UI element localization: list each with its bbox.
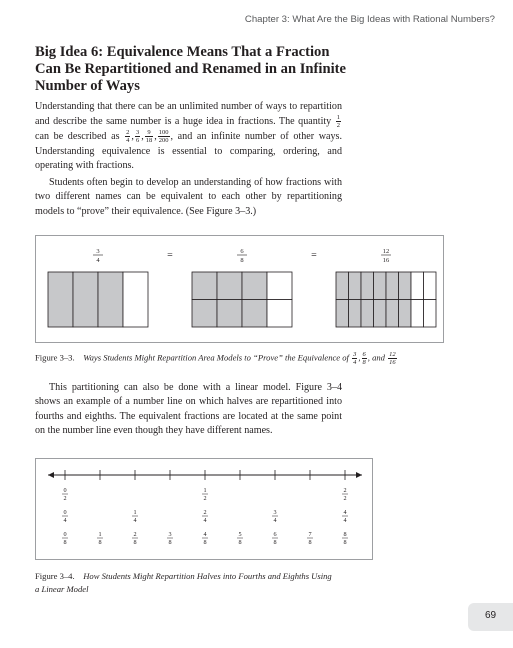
paragraph-1-part-2: can be described as — [35, 131, 125, 143]
caption-fraction: $\frac{12}{16}$ — [389, 351, 396, 366]
eighths-label-denominator: 8 — [98, 539, 102, 546]
model-cell — [217, 272, 242, 300]
model-cell — [242, 300, 267, 328]
caption-fraction: $\frac{3}{4}$ — [353, 351, 357, 366]
figure-3-3-caption: Figure 3–3. Ways Students Might Repartition Area Models to “Prove” the Equivalence of $\frac{3}{4}$ , $\frac{6}{8}$ , and $\frac{12}{16}$ — [35, 351, 396, 366]
fourths-label-numerator: 3 — [273, 509, 277, 516]
eighths-label-numerator: 1 — [98, 531, 102, 538]
page-number: 69 — [484, 610, 497, 621]
model-cell — [242, 272, 267, 300]
model-cell — [386, 300, 399, 328]
fraction-one-half: $\frac{1}{2}$ — [336, 114, 340, 130]
eighths-label-numerator: 8 — [343, 531, 347, 538]
figure-3-3-frame — [35, 235, 444, 343]
caption-label: Figure 3–4. — [35, 571, 75, 581]
model-cell — [411, 300, 424, 328]
paragraph-1: Understanding that there can be an unlimited number of ways to repartition and describe the same number is a huge idea in fractions. The quantity $\frac{1}{2}$ can be described as $\frac{2}{4}$ , $\frac{3}{6}$ , $\frac{9}{18}$ , $\frac{100}{200}$ , and an infinite number of other ways. Understanding equivalence is essential to comparing, ordering, and operating with fractions. — [35, 101, 342, 171]
model-cell — [374, 300, 387, 328]
model-cell — [267, 272, 292, 300]
halves-label-denominator: 2 — [63, 495, 67, 502]
model-cell — [217, 300, 242, 328]
eighths-label-numerator: 0 — [63, 531, 67, 538]
eighths-label-denominator: 8 — [63, 539, 67, 546]
number-line — [36, 459, 372, 559]
model-cell — [399, 272, 412, 300]
model-cell — [361, 272, 374, 300]
fourths-label-denominator: 4 — [343, 517, 347, 524]
eighths-label-numerator: 4 — [203, 531, 207, 538]
eighths-label-denominator: 8 — [133, 539, 137, 546]
area-models — [36, 236, 443, 342]
paragraph-1-part-1: Understanding that there can be an unlimited number of ways to repartition and describe the same number is a huge idea in fractions. The quantity — [35, 101, 342, 128]
eighths-label-denominator: 8 — [238, 539, 242, 546]
model-cell — [192, 300, 217, 328]
left-arrow — [48, 472, 54, 478]
eighths-label-denominator: 8 — [343, 539, 347, 546]
eighths-label-numerator: 3 — [168, 531, 172, 538]
figure-3-4-frame — [35, 458, 373, 560]
caption-fraction: $\frac{6}{8}$ — [362, 351, 366, 366]
caption-and: , and — [367, 352, 388, 363]
model-cell — [386, 272, 399, 300]
fourths-label-numerator: 0 — [63, 509, 67, 516]
model-label-numerator: 6 — [240, 248, 244, 255]
caption-label: Figure 3–3. — [35, 352, 75, 363]
eighths-label-denominator: 8 — [168, 539, 172, 546]
eighths-label-numerator: 2 — [133, 531, 137, 538]
fourths-label-denominator: 4 — [133, 517, 137, 524]
model-cell — [399, 300, 412, 328]
halves-label-numerator: 0 — [63, 487, 67, 494]
model-cell — [267, 300, 292, 328]
model-cell — [411, 272, 424, 300]
equivalent-fraction: $\frac{3}{6}$ — [135, 129, 140, 145]
fourths-label-numerator: 4 — [343, 509, 347, 516]
eighths-label-denominator: 8 — [273, 539, 277, 546]
model-label-denominator: 8 — [240, 257, 244, 264]
equivalent-fraction: $\frac{100}{200}$ — [158, 129, 169, 145]
paragraph-1-part-3: , and an infinite number of other ways. Understanding equivalence is essential to comparing, ordering, and operating with fractions. — [35, 131, 342, 171]
right-arrow — [356, 472, 362, 478]
caption-text: Ways Students Might Repartition Area Models to “Prove” the Equivalence of — [83, 352, 352, 363]
eighths-label-denominator: 8 — [308, 539, 312, 546]
equals-sign: = — [167, 250, 173, 261]
model-cell — [73, 272, 98, 327]
model-label-numerator: 12 — [382, 248, 390, 255]
halves-label-denominator: 2 — [343, 495, 347, 502]
paragraph-2: Students often begin to develop an understanding of how fractions with two different names can be equivalent to each other by repartitioning models to “prove” their equivalence. (See Figure 3–3.) — [35, 177, 342, 217]
model-cell — [192, 272, 217, 300]
fourths-label-denominator: 4 — [63, 517, 67, 524]
section-title — [35, 44, 365, 95]
fourths-label-numerator: 2 — [203, 509, 207, 516]
model-label-numerator: 3 — [96, 248, 100, 255]
model-cell — [349, 272, 362, 300]
model-cell — [336, 272, 349, 300]
model-cell — [123, 272, 148, 327]
model-cell — [98, 272, 123, 327]
equivalent-fraction: $\frac{2}{4}$ — [126, 129, 130, 145]
section-title-line-1: Big Idea 6: Equivalence Means That a Fraction — [35, 44, 330, 60]
equals-sign: = — [311, 250, 317, 261]
caption-text-line-1: How Students Might Repartition Halves into Fourths and Eighths Using — [83, 571, 332, 581]
fourths-label-numerator: 1 — [133, 509, 137, 516]
fourths-label-denominator: 4 — [203, 517, 207, 524]
eighths-label-numerator: 7 — [308, 531, 312, 538]
eighths-label-denominator: 8 — [203, 539, 207, 546]
model-cell — [48, 272, 73, 327]
model-cell — [424, 300, 437, 328]
model-cell — [424, 272, 437, 300]
halves-label-denominator: 2 — [203, 495, 207, 502]
halves-label-numerator: 1 — [203, 487, 207, 494]
model-label-denominator: 4 — [96, 257, 100, 264]
running-head: Chapter 3: What Are the Big Ideas with Rational Numbers? — [244, 14, 495, 25]
paragraph-3: This partitioning can also be done with a linear model. Figure 3–4 shows an example of a number line on which halves are repartitioned into fourths and eighths. The equivalent fractions are located at the same point on the number line even though they have different names. — [35, 382, 342, 436]
equivalent-fraction: $\frac{9}{18}$ — [145, 129, 153, 145]
eighths-label-numerator: 5 — [238, 531, 242, 538]
section-title-line-2: Can Be Repartitioned and Renamed in an Infinite — [35, 61, 346, 77]
halves-label-numerator: 2 — [343, 487, 347, 494]
model-cell — [374, 272, 387, 300]
model-cell — [361, 300, 374, 328]
model-cell — [349, 300, 362, 328]
model-cell — [336, 300, 349, 328]
model-label-denominator: 16 — [382, 257, 390, 264]
eighths-label-numerator: 6 — [273, 531, 277, 538]
fourths-label-denominator: 4 — [273, 517, 277, 524]
caption-text-line-2: a Linear Model — [35, 584, 89, 594]
figure-3-4-caption — [35, 570, 395, 596]
section-title-line-3: Number of Ways — [35, 78, 140, 94]
